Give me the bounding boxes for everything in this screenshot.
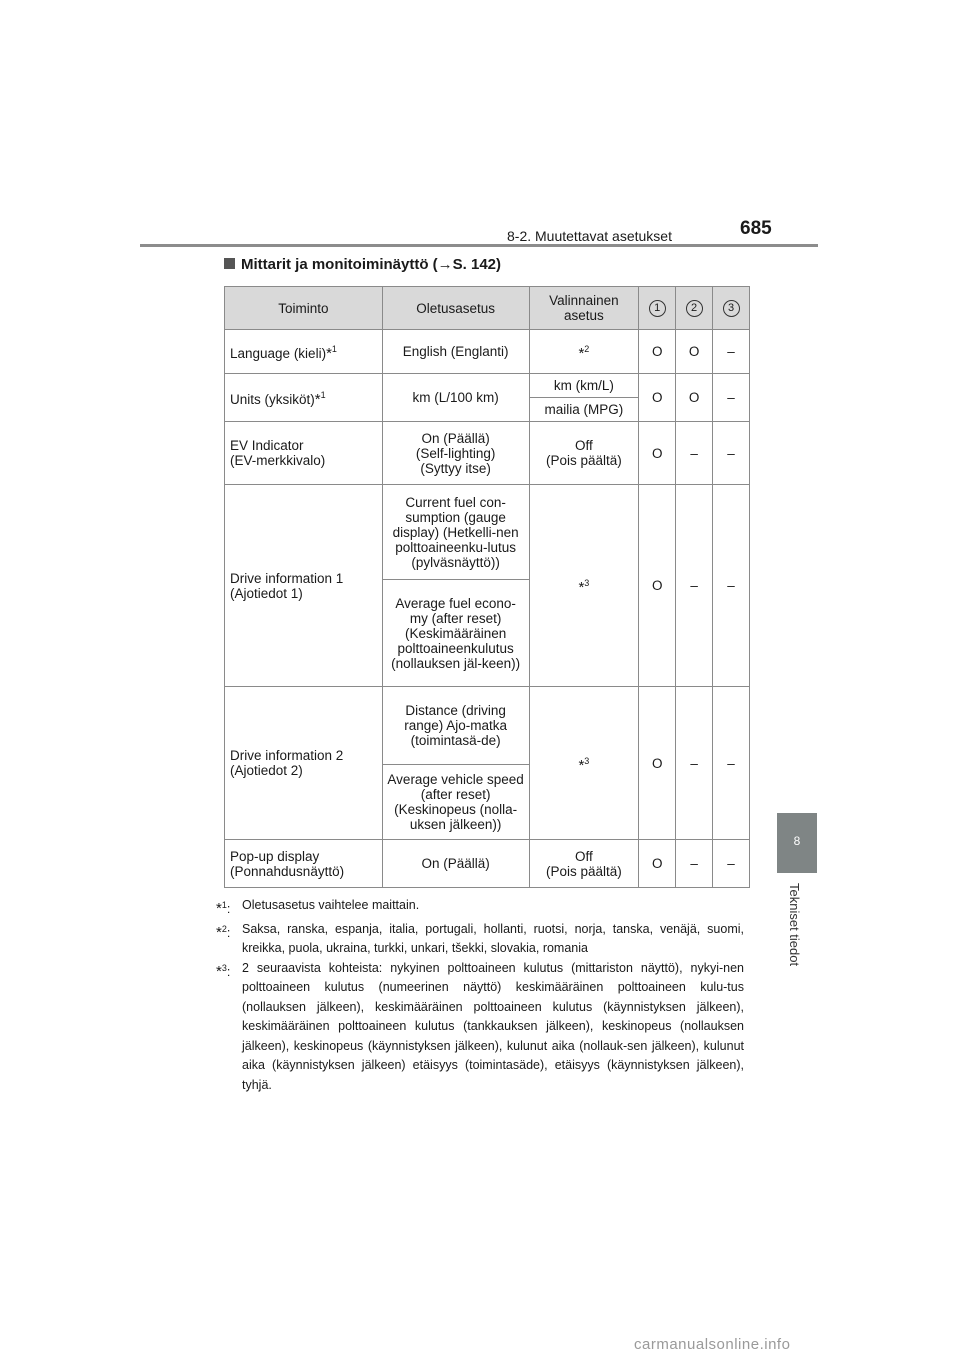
footnote-1: *$^1$: Oletusasetus vaihtelee maittain. — [216, 898, 420, 918]
table-row — [225, 422, 750, 485]
cell-function: Drive information 2 (Ajotiedot 2) — [225, 687, 383, 840]
header-option: Valinnainen asetus — [529, 287, 639, 330]
cell-default: Distance (driving range) Ajo-matka (toimintasä-de) — [382, 687, 529, 765]
watermark: carmanualsonline.info — [634, 1336, 791, 1353]
chapter-number: 8 — [793, 834, 801, 848]
circled-number-2: 2 — [686, 300, 703, 317]
chapter-label: Tekniset tiedot — [787, 883, 802, 967]
cell-c1: O — [639, 374, 676, 422]
table-row — [225, 374, 750, 398]
cell-c3: – — [713, 485, 750, 687]
cell-default: Average fuel econo-my (after reset) (Keskimääräinen polttoaineenkulutus (nollauksen jäl-keen)) — [382, 580, 529, 687]
circled-number-3: 3 — [723, 300, 740, 317]
footnotes — [216, 896, 744, 1095]
cell-default: On (Päällä) — [382, 840, 529, 888]
cell-c1: O — [639, 330, 676, 374]
page-number: 685 — [740, 218, 772, 239]
cell-c1: O — [639, 840, 676, 888]
asterisk-icon: *$^1$ — [314, 390, 326, 408]
asterisk-icon: *$^1$ — [326, 344, 337, 362]
table-row — [225, 485, 750, 580]
cell-option: mailia (MPG) — [529, 398, 639, 422]
cell-default: Average vehicle speed (after reset) (Keskinopeus (nolla-uksen jälkeen)) — [382, 765, 529, 840]
cell-c3: – — [713, 422, 750, 485]
header-section-title: 8-2. Muutettavat asetukset — [507, 228, 672, 244]
cell-default: English (Englanti) — [382, 330, 529, 374]
cell-default: On (Päällä) (Self-lighting) (Syttyy itse) — [382, 422, 529, 485]
circled-number-1: 1 — [649, 300, 666, 317]
cell-c3: – — [713, 687, 750, 840]
cell-c3: – — [713, 840, 750, 888]
cell-function: EV Indicator (EV-merkkivalo) — [225, 422, 383, 485]
cell-c1: O — [639, 422, 676, 485]
header-col-2 — [676, 287, 713, 330]
asterisk-icon: *$^3$ — [578, 755, 590, 774]
table-row — [225, 840, 750, 888]
cell-c1: O — [639, 687, 676, 840]
asterisk-icon: *$^3$ — [578, 578, 590, 596]
cell-c2: – — [676, 687, 713, 840]
cell-option: km (km/L) — [529, 374, 639, 398]
cell-function: Drive information 1 (Ajotiedot 1) — [225, 485, 383, 687]
cell-function: Language (kieli)*$^1$ — [225, 330, 383, 374]
header-divider — [140, 244, 818, 247]
header-default: Oletusasetus — [382, 287, 529, 330]
cell-option — [529, 330, 639, 374]
cell-option — [529, 687, 639, 840]
footnote-2: *$^2$: Saksa, ranska, espanja, italia, portugali, hollanti, ruotsi, norja, tanska, venäjä, suomi, kreikka, puola, ukraina, turkki, unkari, tšekki, slovakia, romania — [216, 921, 744, 956]
header-col-3 — [713, 287, 750, 330]
table-row — [225, 687, 750, 765]
cell-option: Off (Pois päältä) — [529, 840, 639, 888]
cell-option: Off (Pois päältä) — [529, 422, 639, 485]
table-header-row — [225, 287, 750, 330]
asterisk-icon: *$^2$ — [578, 344, 590, 362]
square-bullet-icon — [224, 258, 235, 269]
cell-c2: O — [676, 330, 713, 374]
cell-c3: – — [713, 330, 750, 374]
header-col-1 — [639, 287, 676, 330]
cell-c3: – — [713, 374, 750, 422]
section-heading — [224, 256, 501, 273]
cell-c1: O — [639, 485, 676, 687]
chapter-tab — [777, 813, 817, 873]
cell-c2: – — [676, 485, 713, 687]
cell-default: Current fuel con-sumption (gauge display) (Hetkelli-nen polttoaineenku-lutus (pylväsnäyttö)) — [382, 485, 529, 580]
section-heading-text: Mittarit ja monitoiminäyttö (→S. 142) — [241, 256, 502, 273]
footnote-3: *$^3$: 2 seuraavista kohteista: nykyinen polttoaineen kulutus (mittariston näyttö), nykyi-nen polttoaineen kulutus (numeerinen näyttö) keskimääräinen polttoaineen kulu-tus (nollauksen jälkeen), keskimääräinen polttoaineen kulutus (käynnistyksen jälkeen), keskimääräinen polttoaineen kulutus (tankkauksen jälkeen), keskinopeus (nollauksen jälkeen), keskinopeus (käynnistyksen jälkeen), kulunut aika (nollauk-sen jälkeen), kulunut aika (käynnistyksen jälkeen) etäisyys (toimintasäde), etäisyys (käynnistyksen jälkeen), tyhjä. — [216, 960, 744, 1092]
cell-option — [529, 485, 639, 687]
cell-c2: O — [676, 374, 713, 422]
cell-function: Units (yksiköt)*$^1$ — [225, 374, 383, 422]
settings-table — [224, 286, 750, 888]
cell-c2: – — [676, 840, 713, 888]
header-function: Toiminto — [225, 287, 383, 330]
cell-function: Pop-up display (Ponnahdusnäyttö) — [225, 840, 383, 888]
cell-c2: – — [676, 422, 713, 485]
table-row — [225, 330, 750, 374]
cell-default: km (L/100 km) — [382, 374, 529, 422]
